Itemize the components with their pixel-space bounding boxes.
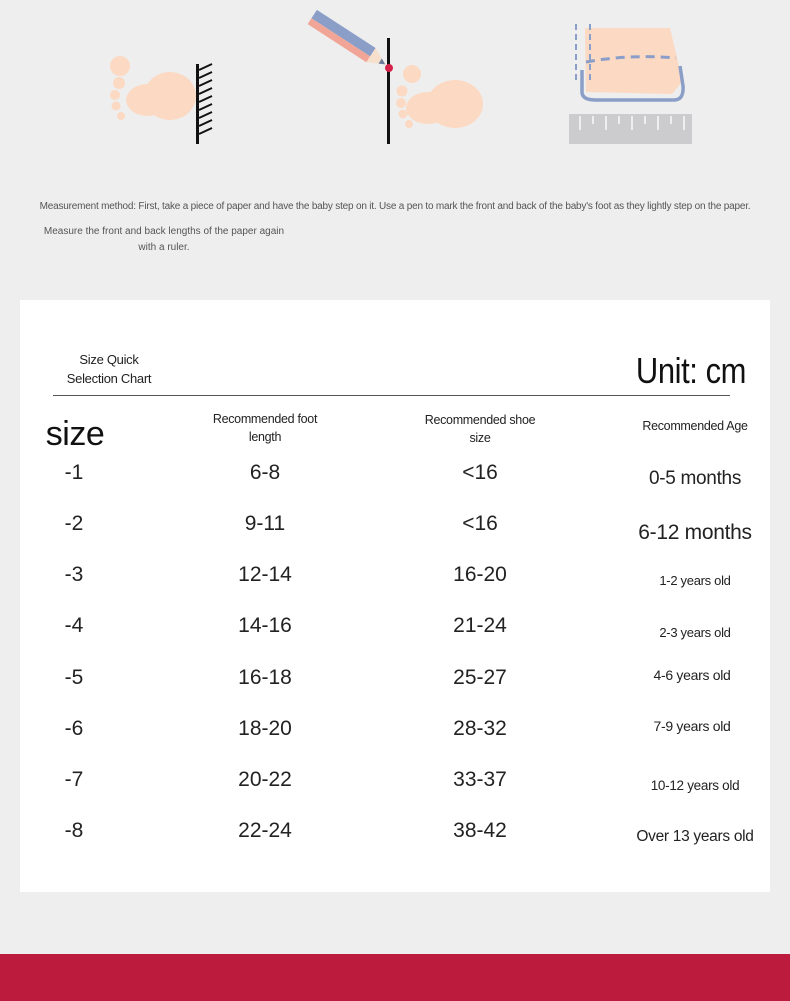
header-divider: [53, 395, 730, 396]
table-cell-size: -3: [64, 563, 84, 586]
table-cell-shoe-size: 33-37: [453, 768, 507, 791]
table-cell-age: 6-12 months: [638, 521, 752, 544]
measurement-instructions-continued: Measure the front and back lengths of the paper again with a ruler.: [43, 226, 285, 253]
chart-title: Size Quick Selection Chart: [66, 352, 152, 386]
table-cell-foot-length: 22-24: [238, 819, 292, 842]
table-cell-age: 0-5 months: [648, 468, 742, 489]
shoe-ruler-icon: [569, 24, 692, 144]
header-size: size: [45, 415, 105, 453]
table-cell-size: -4: [64, 614, 84, 637]
table-cell-age: 4-6 years old: [653, 667, 731, 683]
table-cell-age: 7-9 years old: [653, 718, 731, 734]
measurement-instructions: Measurement method: First, take a piece of paper and have the baby step on it. Use a pen to mark the front and back of the baby's foot as they lightly step on the paper.: [39, 201, 751, 212]
table-cell-shoe-size: 16-20: [453, 563, 507, 586]
measurement-illustrations: [0, 0, 790, 170]
table-cell-shoe-size: 21-24: [453, 614, 507, 637]
table-cell-shoe-size: <16: [462, 461, 498, 484]
table-cell-size: -1: [64, 461, 84, 484]
table-cell-shoe-size: 28-32: [453, 717, 507, 740]
table-cell-age: Over 13 years old: [636, 828, 754, 845]
table-cell-foot-length: 20-22: [238, 768, 292, 791]
table-cell-shoe-size: <16: [462, 512, 498, 535]
table-cell-age: 2-3 years old: [659, 625, 731, 640]
table-cell-foot-length: 16-18: [238, 666, 292, 689]
table-cell-foot-length: 9-11: [244, 512, 286, 535]
header-shoe-size: Recommended shoe size: [424, 413, 536, 445]
pencil-marking-icon: [308, 10, 483, 144]
table-cell-age: 1-2 years old: [659, 573, 731, 588]
table-cell-size: -6: [64, 717, 84, 740]
table-cell-shoe-size: 25-27: [453, 666, 507, 689]
unit-label: Unit: cm: [635, 350, 746, 391]
header-age: Recommended Age: [642, 419, 748, 433]
header-foot-length: Recommended foot length: [212, 412, 318, 444]
table-cell-size: -7: [64, 768, 84, 791]
table-cell-size: -5: [64, 666, 84, 689]
bottom-banner: [0, 954, 790, 1001]
size-chart-card: [20, 300, 770, 892]
table-cell-foot-length: 14-16: [238, 614, 292, 637]
table-cell-foot-length: 12-14: [238, 563, 292, 586]
table-cell-foot-length: 18-20: [238, 717, 292, 740]
table-cell-size: -8: [64, 819, 84, 842]
table-cell-foot-length: 6-8: [249, 461, 281, 484]
table-cell-size: -2: [64, 512, 84, 535]
foot-with-ruler-icon: [110, 56, 212, 144]
table-cell-age: 10-12 years old: [650, 778, 740, 793]
table-cell-shoe-size: 38-42: [453, 819, 507, 842]
